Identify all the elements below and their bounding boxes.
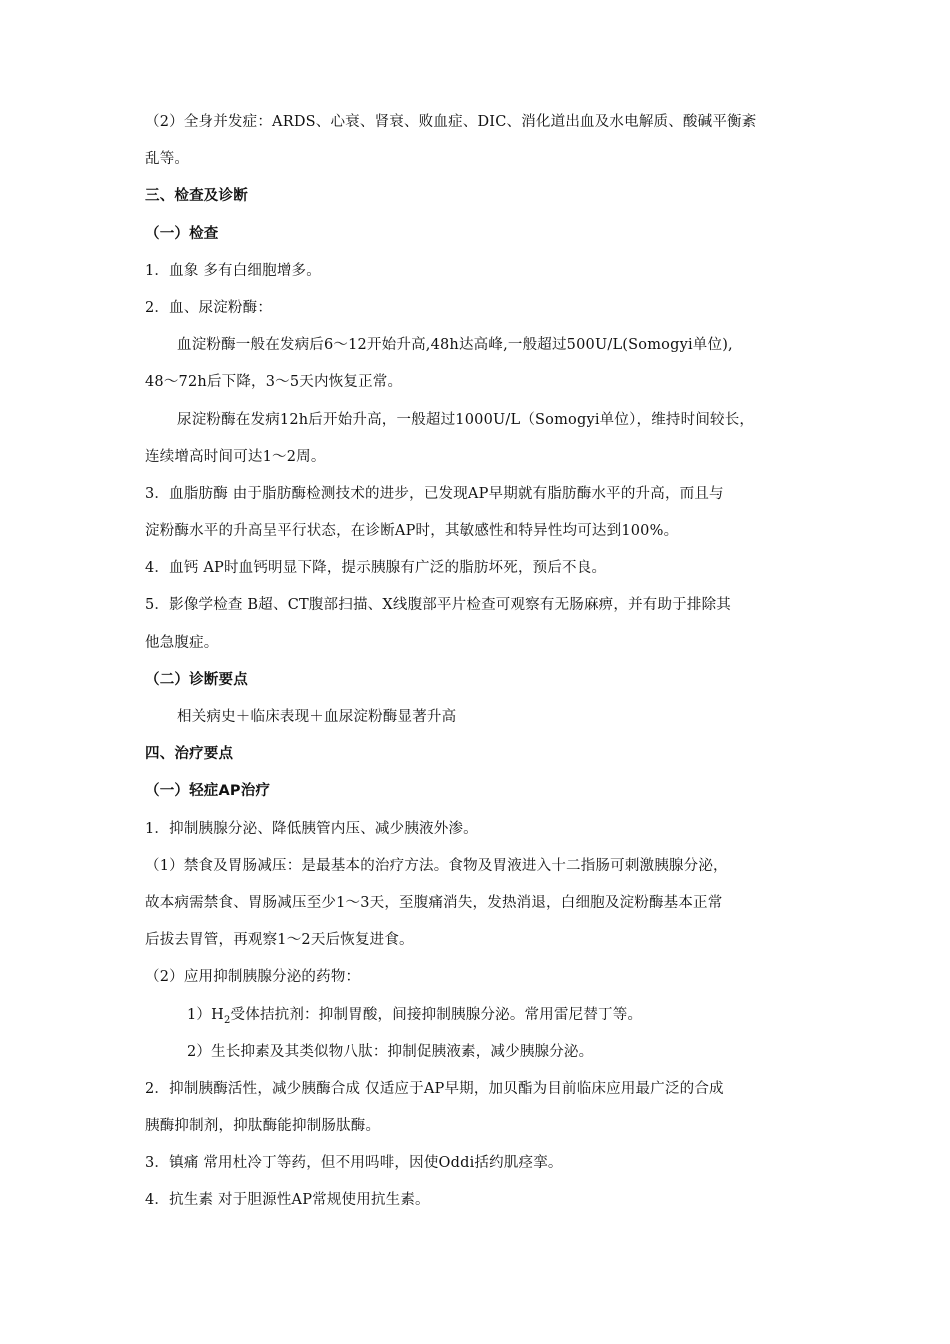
list-item: 1．血象 多有白细胞增多。 — [145, 262, 321, 279]
paragraph-line: 乱等。 — [145, 151, 190, 168]
paragraph-line: （2）全身并发症：ARDS、心衰、肾衰、败血症、DIC、消化道出血及水电解质、酸碱平衡紊 — [145, 114, 757, 130]
list-item: 1．抑制胰腺分泌、降低胰管内压、减少胰液外渗。 — [145, 820, 478, 837]
paragraph-line: 后拔去胃管，再观察1～2天后恢复进食。 — [145, 932, 414, 949]
subscript: 2 — [223, 1014, 231, 1026]
list-item: 2．抑制胰酶活性，减少胰酶合成 仅适应于AP早期，加贝酯为目前临床应用最广泛的合成 — [145, 1080, 724, 1097]
list-item: （1）禁食及胃肠减压：是最基本的治疗方法。食物及胃液进入十二指肠可刺激胰腺分泌， — [145, 857, 728, 874]
paragraph-line: 相关病史＋临床表现＋血尿淀粉酶显著升高 — [177, 709, 457, 725]
subsection-heading: （二）诊断要点 — [145, 671, 248, 688]
list-item: 4．抗生素 对于胆源性AP常规使用抗生素。 — [145, 1192, 430, 1209]
list-item: 3．镇痛 常用杜冷丁等药，但不用吗啡，因使Oddi括约肌痉挛。 — [145, 1155, 563, 1172]
list-item: 2）生长抑素及其类似物八肽：抑制促胰液素，减少胰腺分泌。 — [187, 1043, 594, 1060]
paragraph-line: 连续增高时间可达1～2周。 — [145, 448, 326, 465]
paragraph-line: 他急腹症。 — [145, 634, 219, 651]
section-heading: 四、治疗要点 — [145, 746, 234, 763]
paragraph-line: 48～72h后下降，3～5天内恢复正常。 — [145, 374, 403, 391]
section-heading: 三、检查及诊断 — [145, 188, 248, 205]
paragraph-line: 血淀粉酶一般在发病后6～12开始升高,48h达高峰,一般超过500U/L(Somogyi单位), — [177, 337, 733, 354]
paragraph-line: 故本病需禁食、胃肠减压至少1～3天，至腹痛消失，发热消退，白细胞及淀粉酶基本正常 — [145, 894, 723, 911]
paragraph-line: 淀粉酶水平的升高呈平行状态，在诊断AP时，其敏感性和特异性均可达到100%。 — [145, 523, 679, 540]
list-item — [145, 997, 813, 1034]
list-item: 3．血脂肪酶 由于脂肪酶检测技术的进步，已发现AP早期就有脂肪酶水平的升高，而且与 — [145, 485, 724, 502]
list-item: 5．影像学检查 B超、CT腹部扫描、X线腹部平片检查可观察有无肠麻痹，并有助于排除其 — [145, 597, 731, 614]
paragraph-line: 胰酶抑制剂，抑肽酶能抑制肠肽酶。 — [145, 1118, 381, 1135]
list-item-text: 1）H — [187, 1006, 224, 1023]
list-item-text: 受体拮抗剂：抑制胃酸，间接抑制胰腺分泌。常用雷尼替丁等。 — [230, 1006, 643, 1023]
list-item: 4．血钙 AP时血钙明显下降，提示胰腺有广泛的脂肪坏死，预后不良。 — [145, 560, 607, 577]
document-body — [145, 104, 813, 1220]
paragraph-line: 尿淀粉酶在发病12h后开始升高，一般超过1000U/L（Somogyi单位），维持时间较长， — [177, 411, 755, 428]
list-item: （2）应用抑制胰腺分泌的药物： — [145, 969, 361, 986]
subsection-heading: （一）检查 — [145, 225, 219, 242]
list-item: 2．血、尿淀粉酶： — [145, 299, 273, 316]
subsection-heading: （一）轻症AP治疗 — [145, 783, 271, 800]
